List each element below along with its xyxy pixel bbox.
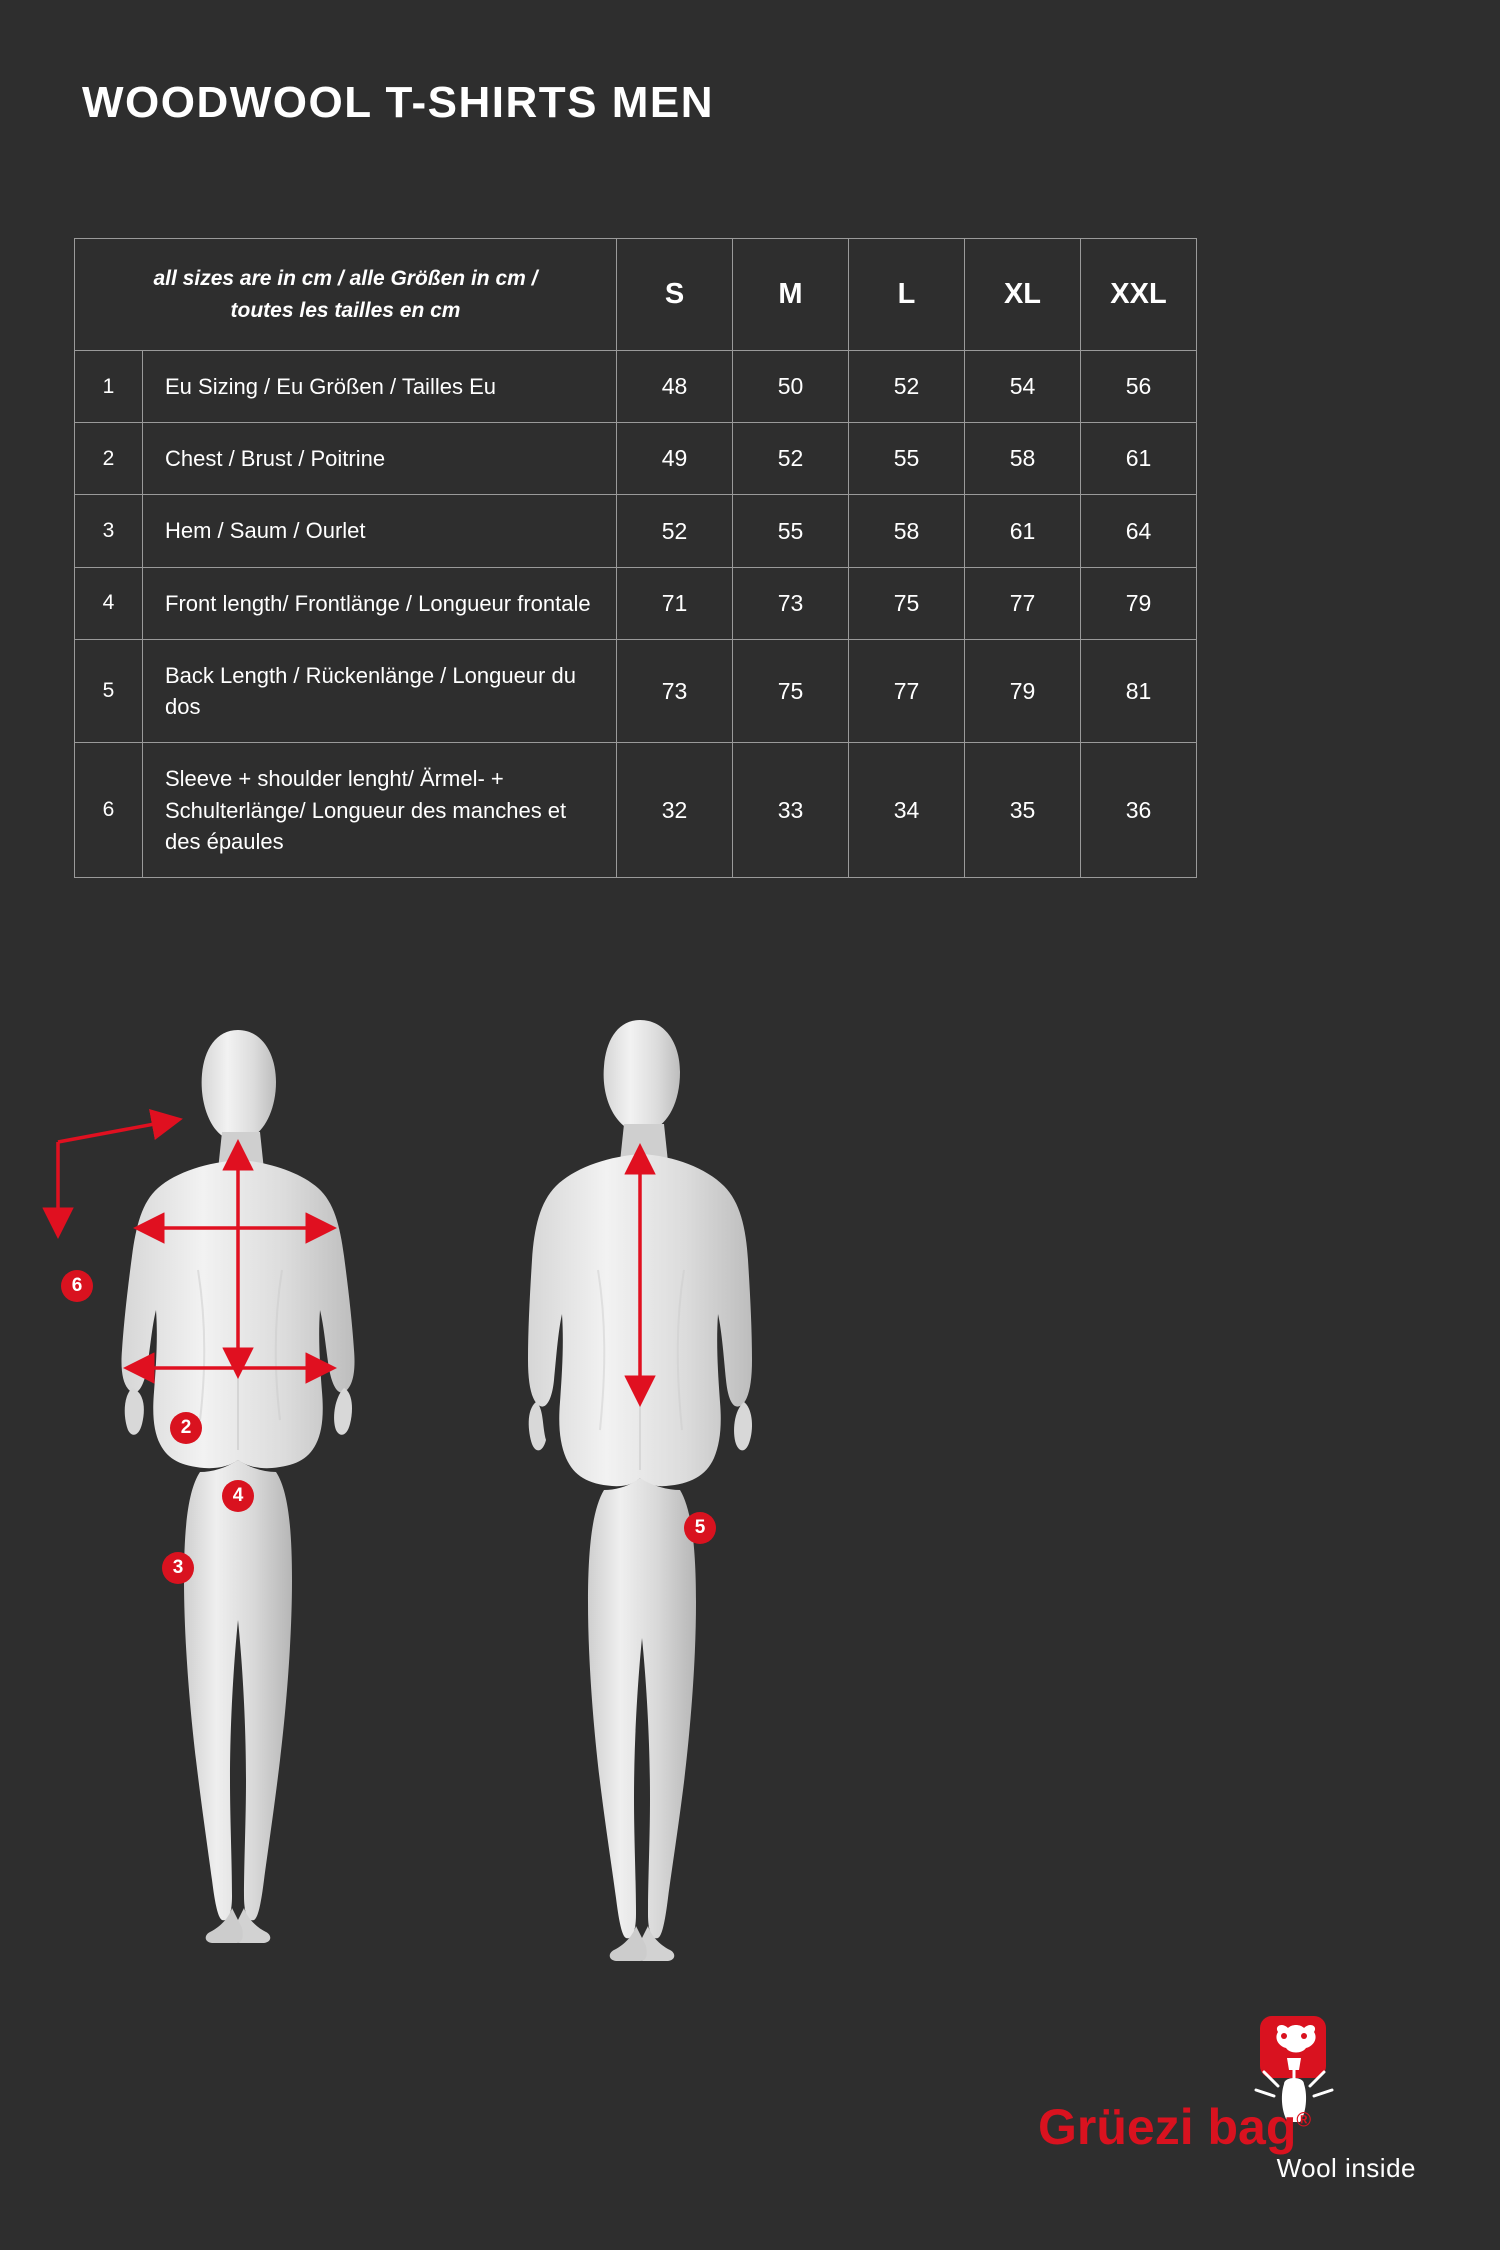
row-value-s: 49	[617, 423, 733, 495]
row-value-l: 58	[849, 495, 965, 567]
size-table-container	[74, 238, 1196, 878]
mannequin-back	[528, 1020, 752, 1961]
row-number: 5	[75, 639, 143, 742]
row-value-l: 52	[849, 351, 965, 423]
marker-6: 6	[61, 1270, 93, 1302]
table-header-note-line1: all sizes are in cm / alle Größen in cm /	[153, 267, 538, 290]
logo-brand-name: Grüezi bag	[1038, 2099, 1297, 2155]
logo-brand-text	[1038, 2098, 1438, 2156]
row-value-l: 75	[849, 567, 965, 639]
column-header-xxl: XXL	[1081, 239, 1197, 351]
marker-2: 2	[170, 1412, 202, 1444]
table-row	[75, 423, 1197, 495]
logo-registered-mark: ®	[1296, 2109, 1312, 2132]
row-value-l: 77	[849, 639, 965, 742]
table-row	[75, 567, 1197, 639]
row-number: 6	[75, 743, 143, 878]
row-value-s: 73	[617, 639, 733, 742]
brand-logo	[1038, 2010, 1438, 2190]
row-value-xxl: 56	[1081, 351, 1197, 423]
row-description: Front length/ Frontlänge / Longueur frontale	[143, 567, 617, 639]
row-description: Chest / Brust / Poitrine	[143, 423, 617, 495]
table-header-note-line2: toutes les tailles en cm	[230, 298, 461, 322]
row-description: Hem / Saum / Ourlet	[143, 495, 617, 567]
row-value-xl: 35	[965, 743, 1081, 878]
table-header-note	[75, 239, 617, 351]
marker-4: 4	[222, 1480, 254, 1512]
table-header-row	[75, 239, 1197, 351]
row-value-xl: 77	[965, 567, 1081, 639]
marker-5: 5	[684, 1512, 716, 1544]
logo-tagline: Wool inside	[1276, 2153, 1416, 2183]
column-header-xl: XL	[965, 239, 1081, 351]
row-number: 2	[75, 423, 143, 495]
table-row	[75, 743, 1197, 878]
table-row	[75, 495, 1197, 567]
row-value-s: 71	[617, 567, 733, 639]
column-header-m: M	[733, 239, 849, 351]
row-value-xxl: 64	[1081, 495, 1197, 567]
mannequin-front	[58, 1030, 355, 1943]
marker-3: 3	[162, 1552, 194, 1584]
row-value-xxl: 81	[1081, 639, 1197, 742]
row-value-m: 75	[733, 639, 849, 742]
row-value-xxl: 79	[1081, 567, 1197, 639]
row-value-m: 55	[733, 495, 849, 567]
page-title: WOODWOOL T-SHIRTS MEN	[82, 78, 714, 127]
row-value-xl: 54	[965, 351, 1081, 423]
row-value-m: 50	[733, 351, 849, 423]
row-value-l: 34	[849, 743, 965, 878]
row-value-l: 55	[849, 423, 965, 495]
row-value-s: 32	[617, 743, 733, 878]
row-value-xl: 58	[965, 423, 1081, 495]
row-number: 4	[75, 567, 143, 639]
column-header-s: S	[617, 239, 733, 351]
row-value-xl: 79	[965, 639, 1081, 742]
row-number: 1	[75, 351, 143, 423]
row-description: Sleeve + shoulder lenght/ Ärmel- + Schulterlänge/ Longueur des manches et des épaules	[143, 743, 617, 878]
column-header-l: L	[849, 239, 965, 351]
row-description: Eu Sizing / Eu Größen / Tailles Eu	[143, 351, 617, 423]
row-value-s: 52	[617, 495, 733, 567]
row-value-m: 52	[733, 423, 849, 495]
row-value-xl: 61	[965, 495, 1081, 567]
row-value-xxl: 61	[1081, 423, 1197, 495]
row-value-m: 73	[733, 567, 849, 639]
table-row	[75, 639, 1197, 742]
size-table	[74, 238, 1197, 878]
row-number: 3	[75, 495, 143, 567]
row-description: Back Length / Rückenlänge / Longueur du dos	[143, 639, 617, 742]
row-value-s: 48	[617, 351, 733, 423]
row-value-xxl: 36	[1081, 743, 1197, 878]
row-value-m: 33	[733, 743, 849, 878]
table-row	[75, 351, 1197, 423]
